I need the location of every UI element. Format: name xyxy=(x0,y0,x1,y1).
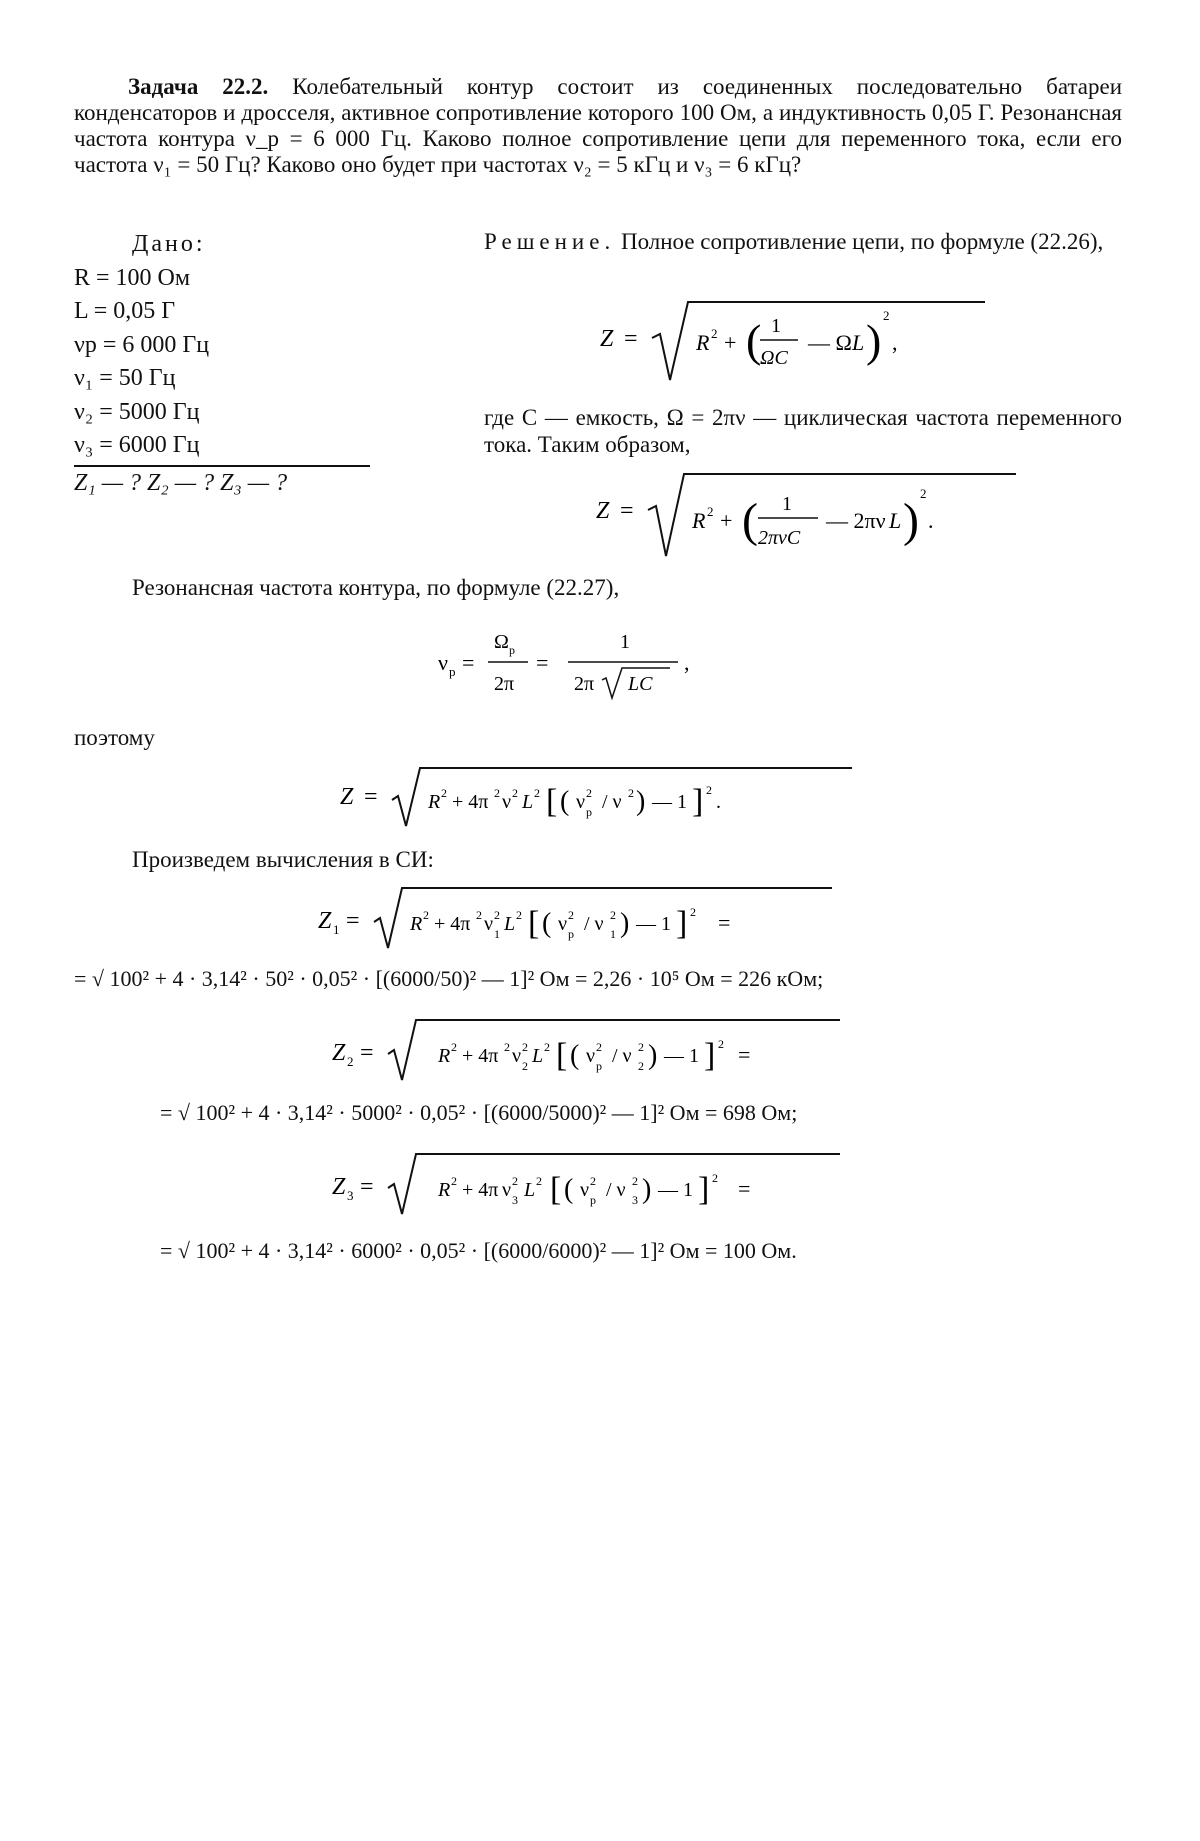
svg-text:р: р xyxy=(568,927,574,941)
svg-text:Z: Z xyxy=(596,498,610,524)
svg-text:2: 2 xyxy=(522,1059,528,1073)
svg-text:=: = xyxy=(360,1174,374,1200)
svg-text:+ 4π: + 4π xyxy=(462,1045,499,1067)
svg-text:Z: Z xyxy=(600,326,614,352)
svg-text:2: 2 xyxy=(451,1040,457,1054)
svg-text:р: р xyxy=(509,643,515,657)
svg-text:2: 2 xyxy=(883,308,890,323)
svg-text:р: р xyxy=(449,664,456,679)
given-heading: Дано: xyxy=(132,231,206,257)
calc-z3: = √ 100² + 4 · 3,14² · 6000² · 0,05² · [(6000/6000)² — 1]² Ом = 100 Ом. xyxy=(160,1238,797,1263)
formula-z3 xyxy=(332,1150,892,1220)
svg-text:.: . xyxy=(716,791,721,813)
svg-text:LC: LC xyxy=(628,673,653,695)
svg-text:=: = xyxy=(364,784,378,810)
svg-text:2πνC: 2πνC xyxy=(758,527,801,549)
solution-intro xyxy=(484,228,1122,255)
svg-text:): ) xyxy=(642,1174,652,1205)
svg-text:]: ] xyxy=(704,1037,716,1074)
svg-text:2: 2 xyxy=(522,1040,528,1054)
svg-text:=: = xyxy=(620,498,634,524)
therefore-text: поэтому xyxy=(74,725,155,750)
svg-text:1: 1 xyxy=(620,631,630,653)
svg-text:L: L xyxy=(522,791,534,813)
svg-text:+: + xyxy=(724,330,737,355)
svg-text:2: 2 xyxy=(590,1174,596,1188)
svg-text:.: . xyxy=(928,508,934,533)
svg-text:=: = xyxy=(346,908,360,934)
svg-text:[: [ xyxy=(528,905,540,942)
svg-text:2: 2 xyxy=(712,1171,718,1185)
svg-text:— 1: — 1 xyxy=(658,1179,693,1201)
formula-z1 xyxy=(318,884,878,954)
svg-text:,: , xyxy=(892,330,898,355)
svg-text:2: 2 xyxy=(718,1037,724,1051)
svg-text:2: 2 xyxy=(690,905,696,919)
svg-text:(: ( xyxy=(570,1040,580,1071)
svg-text:3: 3 xyxy=(347,1188,354,1203)
svg-text:ν: ν xyxy=(586,1045,596,1067)
svg-text:[: [ xyxy=(550,1171,562,1208)
svg-text:ν: ν xyxy=(502,791,512,813)
svg-text:): ) xyxy=(648,1040,658,1071)
svg-text:]: ] xyxy=(698,1171,710,1208)
svg-text:R: R xyxy=(692,508,706,533)
svg-text:2: 2 xyxy=(610,908,616,922)
svg-text:=: = xyxy=(360,1040,374,1066)
problem-statement xyxy=(74,74,1122,178)
calc-z2: = √ 100² + 4 · 3,14² · 5000² · 0,05² · [(6000/5000)² — 1]² Ом = 698 Ом; xyxy=(160,1100,798,1125)
svg-text:Z: Z xyxy=(332,1174,346,1200)
svg-text:2: 2 xyxy=(534,786,540,800)
svg-text:=: = xyxy=(536,650,549,675)
svg-text:2π: 2π xyxy=(494,673,515,695)
svg-text:Z: Z xyxy=(318,908,332,934)
solution-label: Решение. xyxy=(484,229,616,254)
formula-impedance xyxy=(600,298,1000,388)
svg-text:L: L xyxy=(532,1045,544,1067)
svg-text:Ω: Ω xyxy=(494,631,509,653)
given-item: ν₂ = 5000 Гц xyxy=(74,398,200,425)
svg-text:2: 2 xyxy=(638,1040,644,1054)
svg-text:+ 4π: + 4π xyxy=(462,1179,499,1201)
svg-text:ν: ν xyxy=(558,913,568,935)
svg-text:L: L xyxy=(889,508,902,533)
svg-text:=: = xyxy=(718,910,731,935)
svg-text:,: , xyxy=(684,650,690,675)
svg-text:2: 2 xyxy=(536,1174,542,1188)
svg-text:L: L xyxy=(524,1179,536,1201)
svg-text:]: ] xyxy=(676,905,688,942)
svg-text:1: 1 xyxy=(610,927,616,941)
svg-text:): ) xyxy=(903,494,919,547)
svg-text:1: 1 xyxy=(771,315,781,337)
find-line: Z₁ — ? Z₂ — ? Z₃ — ? xyxy=(74,469,288,496)
svg-text:+ 4π: + 4π xyxy=(434,913,471,935)
svg-text:/ ν: / ν xyxy=(606,1179,626,1201)
svg-text:2: 2 xyxy=(494,908,500,922)
svg-text:— 1: — 1 xyxy=(636,913,671,935)
svg-text:ν: ν xyxy=(576,791,586,813)
svg-text:): ) xyxy=(636,786,646,817)
svg-text:2: 2 xyxy=(632,1174,638,1188)
svg-text:=: = xyxy=(738,1042,751,1067)
given-block xyxy=(74,228,374,500)
svg-text:L: L xyxy=(852,330,865,355)
svg-text:2: 2 xyxy=(586,786,592,800)
svg-text:(: ( xyxy=(542,908,552,939)
svg-text:=: = xyxy=(462,650,475,675)
svg-text:[: [ xyxy=(556,1037,568,1074)
solution-intro-text: Полное сопротивление цепи, по формуле (22.26), xyxy=(620,229,1104,254)
svg-text:Z: Z xyxy=(332,1040,346,1066)
resonance-text: Резонансная частота контура, по формуле (22.27), xyxy=(132,575,620,600)
calc-z1: = √ 100² + 4 · 3,14² · 50² · 0,05² · [(6000/50)² — 1]² Ом = 2,26 · 10⁵ Ом = 226 кОм; xyxy=(74,966,824,991)
svg-text:R: R xyxy=(696,330,710,355)
formula-impedance-frequency xyxy=(596,470,1036,566)
svg-text:р: р xyxy=(586,805,592,819)
svg-text:1: 1 xyxy=(494,927,500,941)
formula-resonance xyxy=(438,618,778,708)
svg-text:): ) xyxy=(866,315,882,366)
svg-text:— 1: — 1 xyxy=(652,791,687,813)
svg-text:ν: ν xyxy=(512,1045,522,1067)
svg-text:2: 2 xyxy=(628,786,634,800)
svg-text:R: R xyxy=(428,791,441,813)
svg-text:— 2πν: — 2πν xyxy=(826,508,886,533)
svg-text:): ) xyxy=(620,908,630,939)
svg-text:/ ν: / ν xyxy=(584,913,604,935)
svg-text:(: ( xyxy=(564,1174,574,1205)
svg-text:1: 1 xyxy=(333,922,340,937)
svg-text:ν: ν xyxy=(502,1179,512,1201)
svg-text:]: ] xyxy=(692,783,704,820)
svg-text:1: 1 xyxy=(782,493,792,515)
svg-text:2: 2 xyxy=(476,908,482,922)
svg-text:2: 2 xyxy=(516,908,522,922)
svg-text:(: ( xyxy=(560,786,570,817)
svg-text:2: 2 xyxy=(711,326,718,341)
svg-text:=: = xyxy=(624,326,638,352)
svg-text:3: 3 xyxy=(512,1193,518,1207)
svg-text:2: 2 xyxy=(596,1040,602,1054)
svg-text:+ 4π: + 4π xyxy=(452,791,489,813)
formula-z2 xyxy=(332,1016,892,1086)
compute-text: Произведем вычисления в СИ: xyxy=(132,847,434,872)
svg-text:/ ν: / ν xyxy=(602,791,622,813)
svg-text:[: [ xyxy=(546,783,558,820)
svg-text:R: R xyxy=(438,1045,451,1067)
given-item: ν₁ = 50 Гц xyxy=(74,365,176,391)
svg-text:2: 2 xyxy=(347,1054,354,1069)
svg-text:L: L xyxy=(504,913,516,935)
svg-text:2: 2 xyxy=(706,783,712,797)
svg-text:2: 2 xyxy=(423,908,429,922)
svg-text:2: 2 xyxy=(512,1174,518,1188)
svg-text:2: 2 xyxy=(568,908,574,922)
svg-text:2: 2 xyxy=(544,1040,550,1054)
svg-text:2: 2 xyxy=(451,1174,457,1188)
svg-text:ν: ν xyxy=(438,650,448,675)
problem-heading: Задача 22.2. xyxy=(128,74,269,99)
given-item: L = 0,05 Г xyxy=(74,298,176,324)
svg-text:Z: Z xyxy=(340,784,354,810)
svg-text:— Ω: — Ω xyxy=(808,330,852,355)
svg-text:2: 2 xyxy=(707,504,714,519)
svg-text:2: 2 xyxy=(494,786,500,800)
svg-text:ν: ν xyxy=(580,1179,590,1201)
svg-text:ΩC: ΩC xyxy=(760,347,788,369)
given-item: ν₃ = 6000 Гц xyxy=(74,432,200,458)
given-item: R = 100 Ом xyxy=(74,264,191,291)
svg-text:R: R xyxy=(410,913,423,935)
svg-text:2: 2 xyxy=(441,786,447,800)
problem-text: Колебательный контур состоит из соединенных последовательно батареи конденсаторов и дросселя, активное сопротивление которого 100 Ом, а индуктивность 0,05 Г. Резонанcная частота контура ν_р = 6 000 Гц. Каково полное сопротивление цепи для переменного тока, если его частота ν₁ = 50 Гц? Каково оно будет при частотах ν₂ = 5 кГц и ν₃ = 6 кГц? xyxy=(74,74,1123,177)
svg-text:2: 2 xyxy=(638,1059,644,1073)
svg-text:2: 2 xyxy=(504,1040,510,1054)
svg-text:р: р xyxy=(590,1193,596,1207)
svg-text:2: 2 xyxy=(512,786,518,800)
svg-text:=: = xyxy=(738,1176,751,1201)
svg-text:ν: ν xyxy=(484,913,494,935)
svg-text:(: ( xyxy=(742,494,758,547)
svg-text:2π: 2π xyxy=(574,673,595,695)
svg-text:R: R xyxy=(438,1179,451,1201)
solution-where: где C — емкость, Ω = 2πν — циклическая частота переменного тока. Таким образом, xyxy=(484,405,1122,457)
svg-text:(: ( xyxy=(746,315,762,366)
given-item: νр = 6 000 Гц xyxy=(74,331,210,358)
formula-impedance-final xyxy=(340,764,880,834)
svg-text:3: 3 xyxy=(632,1193,638,1207)
svg-text:— 1: — 1 xyxy=(664,1045,699,1067)
svg-text:/ ν: / ν xyxy=(612,1045,632,1067)
svg-text:2: 2 xyxy=(920,486,927,501)
svg-text:р: р xyxy=(596,1059,602,1073)
svg-text:+: + xyxy=(720,508,733,533)
